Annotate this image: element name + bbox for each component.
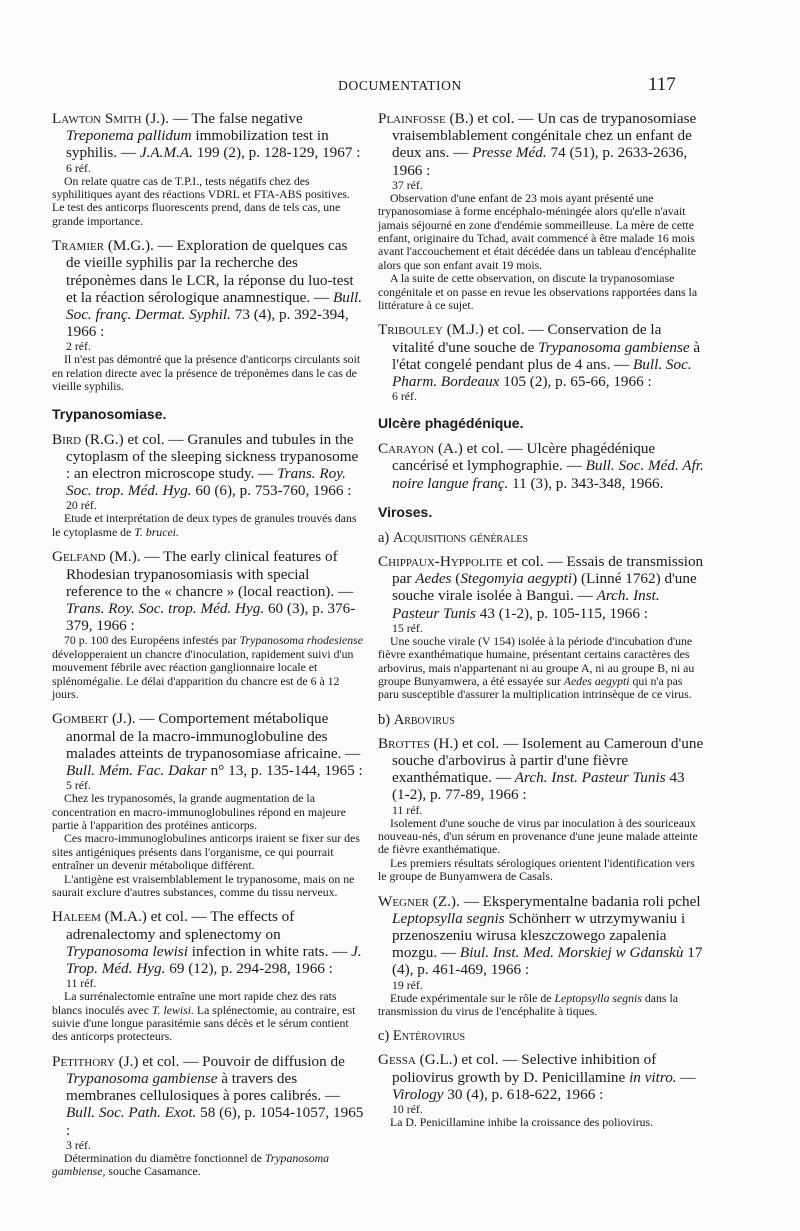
citation: Lawton Smith (J.). — The false negative Treponema pallidum immobilization test in syphilis. — J.A.M.A. 199 (2), p. 128-129, 1967 : [52, 110, 361, 162]
bibliography-entry [52, 710, 365, 899]
citation: Haleem (M.A.) et col. — The effects of adrenalectomy and splenectomy on Trypanosoma lewisi infection in white rats. — J. Trop. Méd. Hyg. 69 (12), p. 294-298, 1966 : [52, 908, 362, 978]
citation: Tramier (M.G.). — Exploration de quelques cas de vieille syphilis par la recherche des tréponèmes dans le LCR, la réponse du luo-test et la réaction sérologique anamnestique. — Bull. Soc. franç. Dermat. Syphil. 73 (4), p. 392-394, 1966 : [52, 237, 363, 341]
subsection-heading: a) Acquisitions générales [378, 529, 529, 546]
reference-count: 15 réf. [392, 620, 423, 635]
bibliography-entry [378, 735, 706, 884]
abstract: Observation d'une enfant de 23 mois ayant présenté une trypanosomiase à forme encéphalo-méningée alors qu'elle n'avait jamais séjourné en zone d'endémie sommeilleuse. La mère de cette enfant, originaire du Tchad, avait commencé à être malade 16 mois avant l'accouchement et était décédée dans un tableau d'encéphalite alors que son enfant avait 19 mois. [378, 190, 697, 272]
bibliography-entry [52, 548, 365, 701]
bibliography-entry [378, 440, 706, 492]
reference-count: 19 réf. [392, 977, 423, 992]
reference-count: 6 réf. [392, 389, 417, 404]
reference-count: 37 réf. [392, 177, 423, 192]
abstract: Il n'est pas démontré que la présence d'anticorps circulants soit en relation directe avec la présence de tréponèmes dans le cas de vieille syphilis. [52, 352, 361, 394]
author: Gombert [52, 710, 109, 728]
subsection-heading: c) Entérovirus [378, 1028, 466, 1045]
reference-count: 20 réf. [66, 498, 97, 513]
author: Haleem [52, 908, 101, 926]
citation: Wegner (Z.). — Eksperymentalne badania roli pchel Leptopsylla segnis Schönherr w utrzymywaniu i przenoszeniu wirusa kleszczowego zapalenia mozgu. — Biul. Inst. Med. Morskiej w Gdanskù 17 (4), p. 461-469, 1966 : [378, 892, 703, 979]
bibliography-entry [378, 1051, 706, 1129]
abstract: Une souche virale (V 154) isolée à la période d'incubation d'une fièvre exanthématique humaine, présentant certains caractères des arbovirus, mais n'appartenant ni au groupe A, ni au groupe B, ni au groupe Bunyamwera, a été essayée sur Aedes aegypti qui n'a pas paru susceptible d'assurer la multiplication intrinsèque de ce virus. [378, 633, 695, 702]
author: Petithory [52, 1052, 115, 1070]
right-column [378, 110, 706, 1138]
abstract: La surrénalectomie entraîne une mort rapide chez des rats blancs inoculés avec T. lewisi. La splénectomie, au contraire, est suivie d'une longue parasitémie sans décès et le sérum contient des anticorps protecteurs. [52, 989, 356, 1044]
page-number: 117 [648, 74, 676, 95]
abstract: On relate quatre cas de T.P.I., tests négatifs chez des syphilitiques ayant des réactions VDRL et FTA-ABS positives. Le test des anticorps fluorescents prend, dans de tels cas, une grande importance. [52, 173, 350, 228]
citation: Carayon (A.) et col. — Ulcère phagédénique cancérisé et lymphographie. — Bull. Soc. Méd. Afr. noire langue franç. 11 (3), p. 343-348, 1966. [378, 440, 704, 492]
subsection-heading: b) Arbovirus [378, 711, 455, 728]
reference-count: 10 réf. [392, 1102, 423, 1117]
abstract: Ces macro-immunoglobulines anticorps iraient se fixer sur des sites antigéniques présents dans l'organisme, ce qui pourrait entraîner un devenir métabolique différent. [52, 831, 360, 873]
abstract: La D. Penicillamine inhibe la croissance des poliovirus. [390, 1115, 654, 1130]
author: Carayon [378, 440, 435, 458]
reference-count: 6 réf. [66, 160, 91, 175]
running-header: DOCUMENTATION [338, 78, 462, 93]
author: Gelfand [52, 548, 106, 566]
bibliography-entry [378, 893, 706, 1019]
author: Chippaux-Hyppolite [378, 552, 503, 570]
bibliography-entry [52, 237, 365, 393]
bibliography-entry [378, 553, 706, 702]
citation: Chippaux-Hyppolite et col. — Essais de transmission par Aedes (Stegomyia aegypti) (Linné 1762) d'une souche virale isolée à Bangui. — Arch. Inst. Pasteur Tunis 43 (1-2), p. 105-115, 1966 : [378, 552, 704, 622]
abstract: Etude et interprétation de deux types de granules trouvés dans le cytoplasme de T. brucei. [52, 511, 357, 539]
citation: Tribouley (M.J.) et col. — Conservation de la vitalité d'une souche de Trypanosoma gambiense à l'état congelé pendant plus de 4 ans. — Bull. Soc. Pharm. Bordeaux 105 (2), p. 65-66, 1966 : [378, 321, 701, 391]
abstract: Détermination du diamètre fonctionnel de Trypanosoma gambiense, souche Casamance. [52, 1150, 330, 1179]
reference-count: 3 réf. [66, 1137, 91, 1152]
bibliography-entry [378, 110, 706, 312]
abstract: 70 p. 100 des Européens infestés par Trypanosoma rhodesiense développeraient un chancre d'inoculation, rapidement suivi d'un mouvement fébrile avec réaction ganglionnaire locale et splénomégalie. Le délai d'apparition du chancre est de 6 à 12 jours. [52, 633, 363, 701]
citation: Bird (R.G.) et col. — Granules and tubules in the cytoplasm of the sleeping sickness trypanosome : an electron microscope study. — Trans. Roy. Soc. trop. Méd. Hyg. 60 (6), p. 753-760, 1966 : [52, 430, 359, 500]
bibliography-entry [378, 321, 706, 403]
bibliography-entry [52, 1053, 365, 1179]
author: Plainfosse [378, 110, 446, 127]
reference-count: 5 réf. [66, 778, 91, 793]
section-heading: Viroses. [378, 503, 433, 520]
section-heading: Trypanosomiase. [52, 405, 167, 422]
reference-count: 2 réf. [66, 339, 91, 354]
abstract: Etude expérimentale sur le rôle de Leptopsylla segnis dans la transmission du virus de l'encéphalite à tiques. [378, 990, 678, 1018]
author: Brottes [378, 734, 430, 752]
citation: Gombert (J.). — Comportement métabolique anormal de la macro-immunoglobuline des malades atteints de trypanosomiase africaine. — Bull. Mém. Fac. Dakar n° 13, p. 135-144, 1965 : [52, 710, 363, 779]
citation: Petithory (J.) et col. — Pouvoir de diffusion de Trypanosoma gambiense à travers des membranes cellulosiques à pores calibrés. — Bull. Soc. Path. Exot. 58 (6), p. 1054-1057, 1965 : [52, 1052, 364, 1139]
bibliography-entry [52, 431, 365, 540]
bibliography-entry [52, 110, 365, 228]
author: Bird [52, 430, 82, 448]
reference-count: 11 réf. [392, 802, 423, 817]
reference-count: 11 réf. [66, 976, 97, 991]
section-heading: Ulcère phagédénique. [378, 415, 524, 432]
author: Lawton Smith [52, 110, 142, 127]
author: Tramier [52, 237, 105, 255]
author: Tribouley [378, 321, 443, 339]
bibliography-entry [52, 908, 365, 1043]
citation: Gessa (G.L.) et col. — Selective inhibition of poliovirus growth by D. Penicillamine in vitro. — Virology 30 (4), p. 618-622, 1966 : [378, 1051, 696, 1103]
author: Wegner [378, 892, 429, 910]
abstract: Chez les trypanosomés, la grande augmentation de la concentration en macro-immunoglobulines répond en majeure partie à l'apparition des protéines anticorps. [52, 791, 346, 832]
abstract: A la suite de cette observation, on discute la trypanosomiase congénitale et on passe en revue les observations rapportées dans la littérature à ce sujet. [378, 271, 698, 313]
abstract: Les premiers résultats sérologiques orientent l'identification vers le groupe de Bunyamwera de Casals. [378, 855, 695, 884]
citation: Gelfand (M.). — The early clinical features of Rhodesian trypanosomiasis with special reference to the « chancre » (local reaction). — Trans. Roy. Soc. trop. Méd. Hyg. 60 (3), p. 376-379, 1966 : [52, 548, 356, 635]
citation: Plainfosse (B.) et col. — Un cas de trypanosomiase vraisemblablement congénitale chez un enfant de deux ans. — Presse Méd. 74 (51), p. 2633-2636, 1966 : [378, 110, 697, 179]
citation: Brottes (H.) et col. — Isolement au Cameroun d'une souche d'arbovirus à partir d'une fièvre exanthématique. — Arch. Inst. Pasteur Tunis 43 (1-2), p. 77-89, 1966 : [378, 734, 704, 804]
abstract: L'antigène est vraisemblablement le trypanosome, mais on ne saurait exclure d'autres substances, comme du tissu nerveux. [52, 871, 355, 899]
author: Gessa [378, 1051, 416, 1069]
left-column [52, 110, 365, 1188]
abstract: Isolement d'une souche de virus par inoculation à des souriceaux nouveau-nés, d'un sérum en provenance d'une jeune malade atteinte de fièvre exanthématique. [378, 815, 698, 857]
